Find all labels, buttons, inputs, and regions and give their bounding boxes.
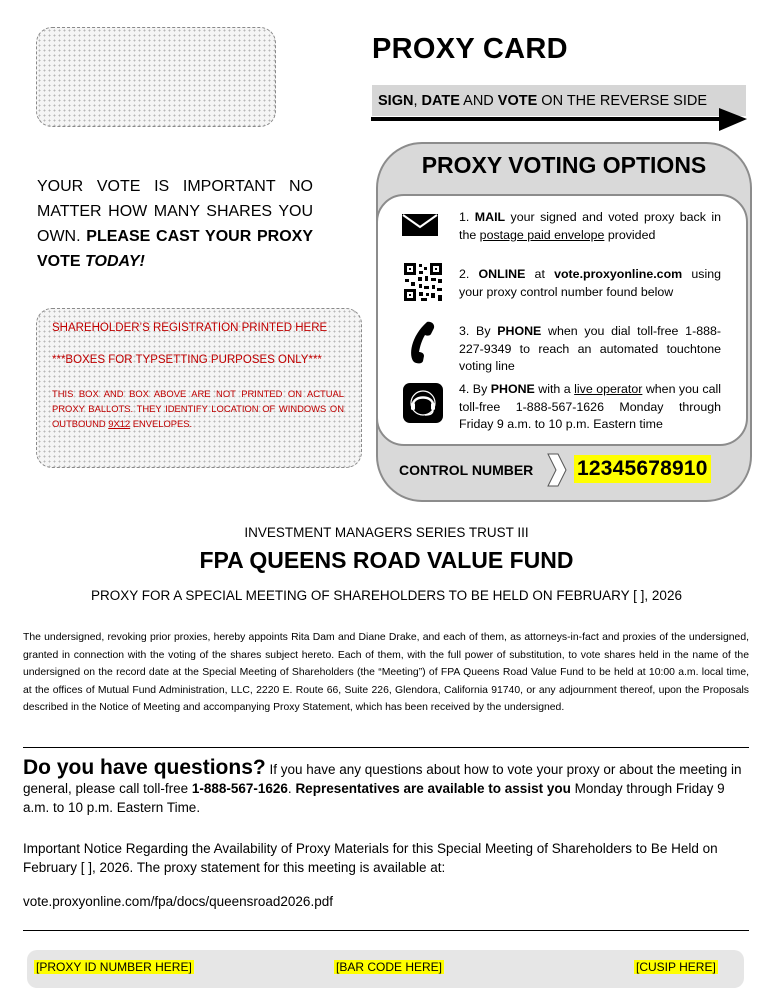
phone-handset-icon xyxy=(405,320,439,364)
option-phone-automated: 3. By PHONE when you dial toll-free 1-888-227-9349 to reach an automated touchtone voting line xyxy=(459,324,721,373)
voting-options-title: PROXY VOTING OPTIONS xyxy=(421,152,707,178)
divider xyxy=(23,747,749,748)
help-phone-number: 1-888-567-1626 xyxy=(191,781,288,796)
envelope-icon xyxy=(400,212,440,238)
control-number: 12345678910 xyxy=(574,455,711,483)
option-online: 2. ONLINE at vote.proxyonline.com using your proxy control number found below xyxy=(459,267,721,299)
questions-heading: Do you have questions? xyxy=(23,756,266,779)
page-title: PROXY CARD xyxy=(372,33,568,65)
registration-label: SHAREHOLDER’S REGISTRATION PRINTED HERE xyxy=(52,322,328,334)
headset-operator-icon xyxy=(403,383,443,423)
control-number-label: CONTROL NUMBER xyxy=(399,462,534,478)
meeting-title: PROXY FOR A SPECIAL MEETING OF SHAREHOLDERS TO BE HELD ON FEBRUARY [ ], 2026 xyxy=(91,588,682,603)
sign-date-vote-text: SIGN, DATE AND VOTE ON THE REVERSE SIDE xyxy=(378,93,708,109)
proxy-authorization-paragraph: The undersigned, revoking prior proxies, hereby appoints Rita Dam and Diane Drake, and each of them, as attorneys-in-fact and proxies of the undersigned, granted in connection with the voting of the shares subject hereto. Each of them, with the full power of substitution, to vote shares held in the name of the undersigned on the record date at the Special Meeting of Shareholders (the “Meeting”) of FPA Queens Road Value Fund to be held at 10:00 a.m. local time, at the offices of Mutual Fund Administration, LLC, 2220 E. Route 66, Suite 226, Glendora, California 91740, or any adjournment thereof, upon the Proposals described in the Notice of Meeting and accompanying Proxy Statement, which has been received by the undersigned. xyxy=(23,632,749,714)
proxy-id-placeholder: [PROXY ID NUMBER HERE] xyxy=(36,960,192,974)
divider xyxy=(23,930,749,931)
window-disclaimer: THIS BOX AND BOX ABOVE ARE NOT PRINTED ON ACTUAL PROXY BALLOTS. THEY IDENTIFY LOCATION OF WINDOWS ON OUTBOUND 9X12 ENVELOPES. xyxy=(52,388,344,429)
qr-code-icon xyxy=(403,262,443,302)
cusip-placeholder: [CUSIP HERE] xyxy=(636,960,716,974)
option-phone-live: 4. By PHONE with a live operator when you call toll-free 1-888-567-1626 Monday through Friday 9 a.m. to 10 p.m. Eastern time xyxy=(459,382,721,431)
address-window-box xyxy=(36,27,276,127)
right-arrow-icon xyxy=(371,106,749,134)
proxy-statement-url[interactable]: vote.proxyonline.com/fpa/docs/queensroad2026.pdf xyxy=(23,894,333,909)
questions-section: Do you have questions? If you have any questions about how to vote your proxy or about the meeting in general, please call toll-free 1-888-567-1626. Representatives are available to assist you Monday through Friday 9 a.m. to 10 p.m. Eastern Time. xyxy=(23,756,742,815)
availability-notice: Important Notice Regarding the Availability of Proxy Materials for this Special Meeting of Shareholders to Be Held on February [ ], 2026. The proxy statement for this meeting is available at: xyxy=(23,841,718,875)
option-mail: 1. MAIL your signed and voted proxy back in the postage paid envelope provided xyxy=(459,210,721,242)
bar-code-placeholder: [BAR CODE HERE] xyxy=(336,960,443,974)
fund-name: FPA QUEENS ROAD VALUE FUND xyxy=(199,547,574,573)
trust-name: INVESTMENT MANAGERS SERIES TRUST III xyxy=(244,525,529,540)
vote-important-note: YOUR VOTE IS IMPORTANT NO MATTER HOW MANY SHARES YOU OWN. PLEASE CAST YOUR PROXY VOTE TODAY! xyxy=(37,178,313,270)
typesetting-note: ***BOXES FOR TYPSETTING PURPOSES ONLY*** xyxy=(52,354,322,366)
chevron-right-icon xyxy=(546,453,568,487)
